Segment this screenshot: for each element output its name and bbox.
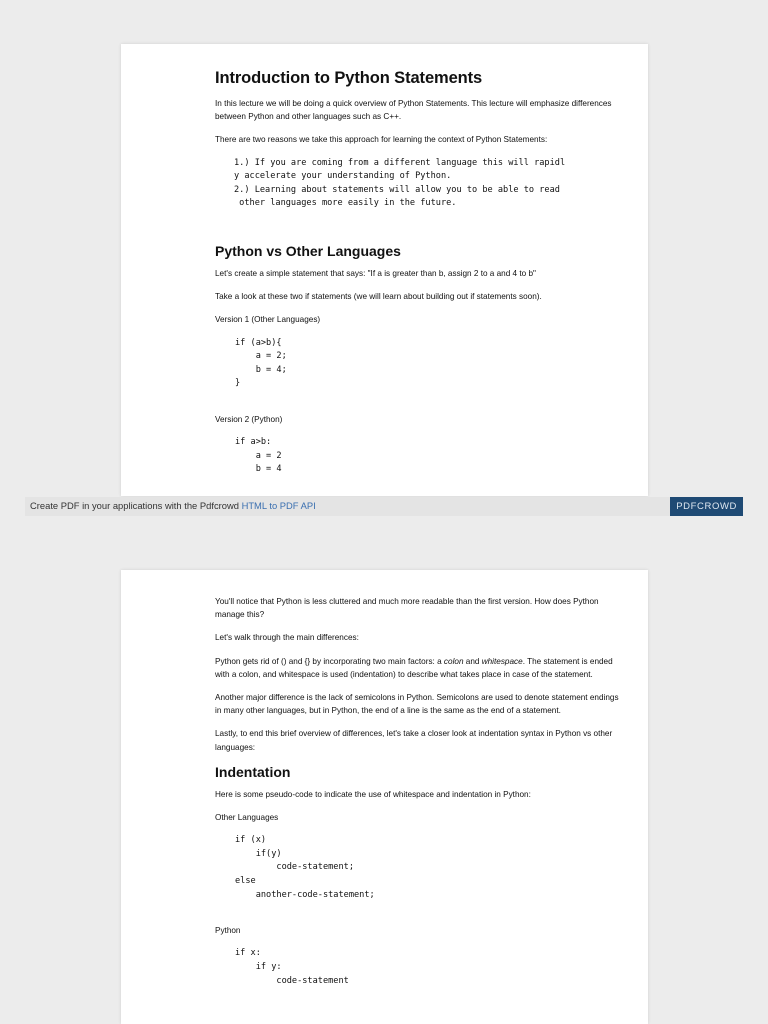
overview-paragraph: Lastly, to end this brief overview of differences, let's take a closer look at indentation syntax in Python vs other languages: (215, 729, 613, 752)
section-heading-indentation: Indentation (215, 763, 291, 780)
html-to-pdf-api-link[interactable]: HTML to PDF API (241, 500, 316, 511)
version-2-label: Version 2 (Python) (215, 414, 283, 424)
pdfcrowd-footer-text (30, 500, 316, 511)
version-2-code-block: if a>b: a = 2 b = 4 (235, 437, 282, 475)
intro-paragraph-2: There are two reasons we take this approach for learning the context of Python Statements: (215, 135, 548, 145)
colon-emphasis: colon (443, 656, 464, 666)
statement-paragraph: Let's create a simple statement that says: "If a is greater than b, assign 2 to a and 4 to b" (215, 268, 536, 278)
if-statements-paragraph: Take a look at these two if statements (we will learn about building out if statements soon). (215, 292, 542, 302)
version-1-label: Version 1 (Other Languages) (215, 315, 321, 325)
pdfcrowd-logo[interactable]: PDFCROWD (670, 497, 743, 516)
readability-paragraph: You'll notice that Python is less cluttered and much more readable than the first version. How does Python manage this? (215, 597, 599, 620)
colon-text-b: and (463, 656, 482, 666)
walkthrough-paragraph: Let's walk through the main differences: (215, 633, 359, 643)
page-1-content (215, 69, 623, 487)
pseudo-code-paragraph: Here is some pseudo-code to indicate the use of whitespace and indentation in Python: (215, 789, 531, 799)
pdfcrowd-promo-text: Create PDF in your applications with the Pdfcrowd (30, 500, 242, 511)
version-1-code-block: if (a>b){ a = 2; b = 4; } (235, 337, 287, 389)
python-label: Python (215, 926, 241, 936)
intro-paragraph-1: In this lecture we will be doing a quick overview of Python Statements. This lecture will emphasize differences between Python and other languages such as C++. (215, 99, 612, 122)
other-languages-label: Other Languages (215, 813, 279, 823)
pdfcrowd-footer-bar (25, 497, 743, 516)
colon-text-a: Python gets rid of () and {} by incorporating two main factors: a (215, 656, 444, 666)
other-languages-code-block: if (x) if(y) code-statement; else another-code-statement; (235, 835, 375, 900)
semicolons-paragraph: Another major difference is the lack of semicolons in Python. Semicolons are used to denote statement endings in many other languages, but in Python, the end of a line is the same as the end of a statement. (215, 693, 619, 716)
pdf-page-1 (121, 44, 648, 496)
colon-whitespace-paragraph (215, 655, 623, 681)
page-2-content (215, 595, 623, 998)
pdf-page-2 (121, 570, 648, 1024)
reasons-code-block: 1.) If you are coming from a different language this will rapidl y accelerate your understanding of Python. 2.) Learning about statements will allow you to be able to read other languages more easily in the future. (234, 157, 566, 209)
page-title: Introduction to Python Statements (215, 69, 483, 87)
python-code-block: if x: if y: code-statement (235, 948, 349, 986)
colon-text-c: . The statement is ended with a colon, and whitespace is used (indentation) to describe what takes place in case of the statement. (215, 656, 613, 679)
whitespace-emphasis: whitespace (481, 656, 523, 666)
section-heading-python-vs-other: Python vs Other Languages (215, 242, 401, 259)
